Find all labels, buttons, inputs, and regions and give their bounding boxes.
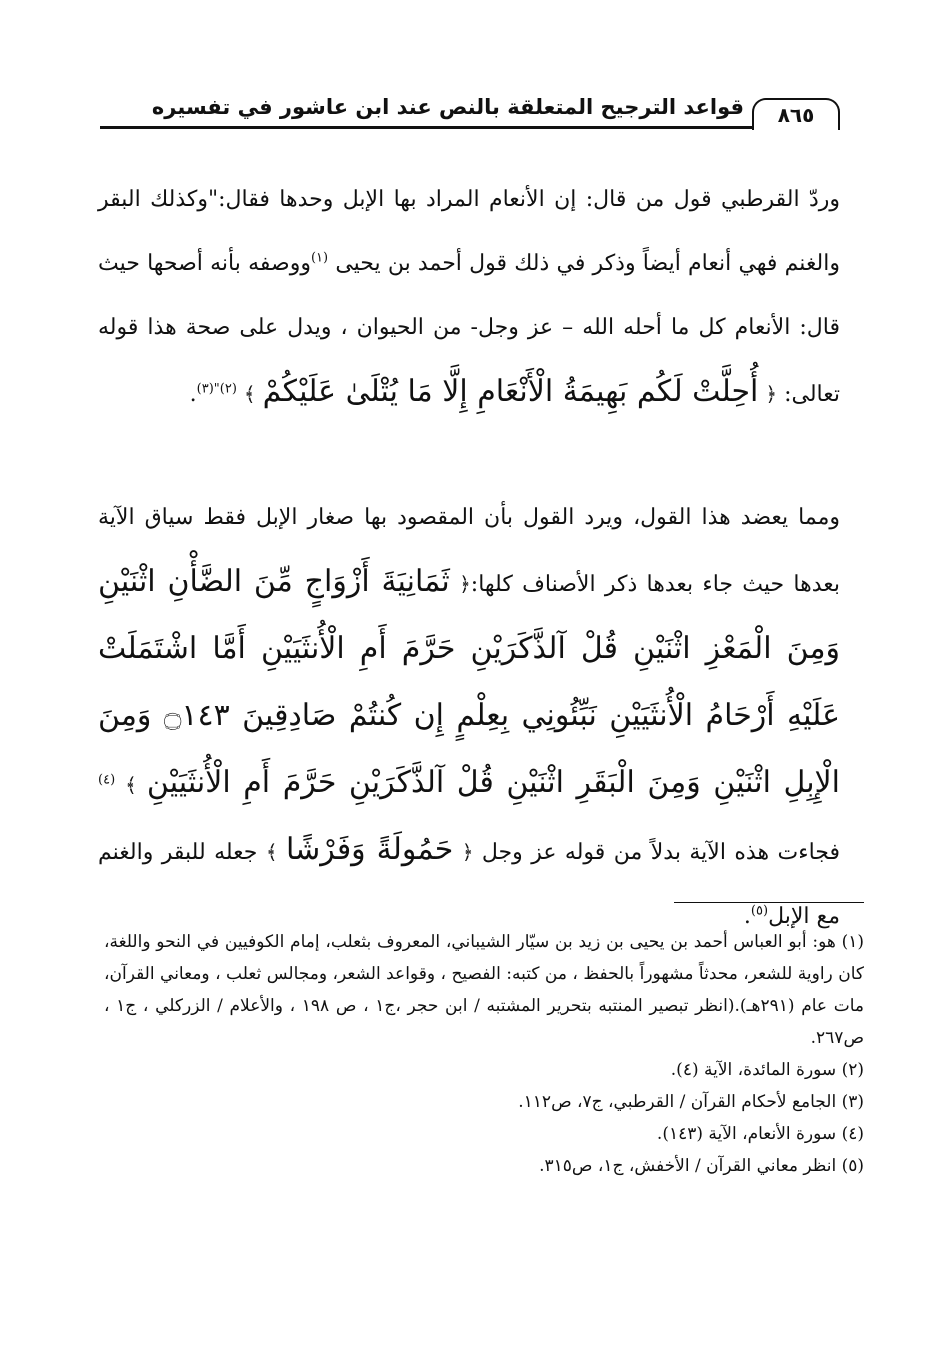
quran-verse-1: أُحِلَّتْ لَكُم بَهِيمَةُ الْأَنْعَامِ إِلَّا مَا يُتْلَىٰ عَلَيْكُمْ [262, 374, 759, 409]
header-rule [100, 126, 840, 129]
quran-verse-3: حَمُولَةً وَفَرْشًا [286, 832, 454, 867]
para2-text-c: جعله للبقر والغنم مع الإبل [98, 840, 840, 929]
footnote-ref-5: (٥) [750, 903, 769, 919]
footnote-3: (٣) الجامع لأحكام القرآن / القرطبي، ج٧، ص١١٢. [518, 1092, 864, 1112]
footnote-ref-4: (٤) [98, 772, 116, 788]
paragraph-1 [98, 168, 840, 427]
running-header [100, 92, 840, 136]
footnote-1: (١) هو: أبو العباس أحمد بن يحيى بن زيد بن سيّار الشيباني، المعروف بثعلب، إمام الكوفيين في النحو واللغة، كان راوية للشعر، محدثاً مشهوراً بالحفظ ، من كتبه: الفصيح ، وقواعد الشعر، ومجالس ثعلب ، ومعاني القرآن، مات عام (٢٩١هـ).(انظر تبصير المنتبه بتحرير المشتبه / ابن حجر ،ج١ ، ص ١٩٨ ، والأعلام / الزركلي ، ج١ ، ص٢٦٧. [104, 932, 865, 1048]
quran-bracket-close: ﴾ [265, 840, 278, 864]
paragraph-2 [98, 486, 840, 949]
para1-end: . [189, 382, 197, 407]
para1-text-a: وردّ القرطبي قول من قال: إن الأنعام المراد بها الإبل وحدها فقال:"وكذلك البقر والغنم فهي أنعام أيضاً وذكر في ذلك قول أحمد بن يحيى [98, 187, 840, 276]
footnote-ref-1: (١) [310, 250, 329, 266]
footnote-4: (٤) سورة الأنعام، الآية (١٤٣). [656, 1124, 864, 1144]
page-number: ٨٦٥ [752, 98, 840, 130]
quran-bracket-open: ﴿ [461, 840, 474, 864]
para2-text-b: فجاءت هذه الآية بدلاً من قوله عز وجل [473, 840, 840, 865]
quran-bracket-close: ﴾ [243, 382, 256, 406]
footnote-5: (٥) انظر معاني القرآن / الأخفش، ج١، ص٣١٥. [539, 1156, 864, 1176]
quran-bracket-open: ﴿ [459, 572, 471, 596]
footnotes [104, 926, 864, 1182]
para1-text-b: ووصفه بأنه أصحها حيث قال: الأنعام كل ما أحله الله – عز وجل- من الحيوان ، ويدل على صحة هذا قوله تعالى: [98, 251, 840, 407]
para2-end: . [743, 904, 751, 929]
footnote-2: (٢) سورة المائدة، الآية (٤). [670, 1060, 864, 1080]
header-title: قواعد الترجيح المتعلقة بالنص عند ابن عاشور في تفسيره [151, 95, 744, 119]
footnote-separator [674, 902, 864, 903]
para2-text-a: ومما يعضد هذا القول، ويرد القول بأن المقصود بها صغار الإبل فقط سياق الآية بعدها حيث جاء بعدها ذكر الأصناف كلها: [98, 505, 841, 597]
quran-verse-2: ثَمَانِيَةَ أَزْوَاجٍ مِّنَ الضَّأْنِ اثْنَيْنِ وَمِنَ الْمَعْزِ اثْنَيْنِ قُلْ آلذَّكَرَيْنِ حَرَّمَ أَمِ الْأُنثَيَيْنِ أَمَّا اشْتَمَلَتْ عَلَيْهِ أَرْحَامُ الْأُنثَيَيْنِ نَبِّئُونِي بِعِلْمٍ إِن كُنتُمْ صَادِقِينَ ۝١٤٣ وَمِنَ الْإِبِلِ اثْنَيْنِ وَمِنَ الْبَقَرِ اثْنَيْنِ قُلْ آلذَّكَرَيْنِ حَرَّمَ أَمِ الْأُنثَيَيْنِ [98, 564, 840, 800]
quran-bracket-close: ﴾ [125, 773, 137, 797]
footnote-ref-2-3: (٢)"(٣) [196, 381, 237, 397]
quran-bracket-open: ﴿ [765, 382, 778, 406]
